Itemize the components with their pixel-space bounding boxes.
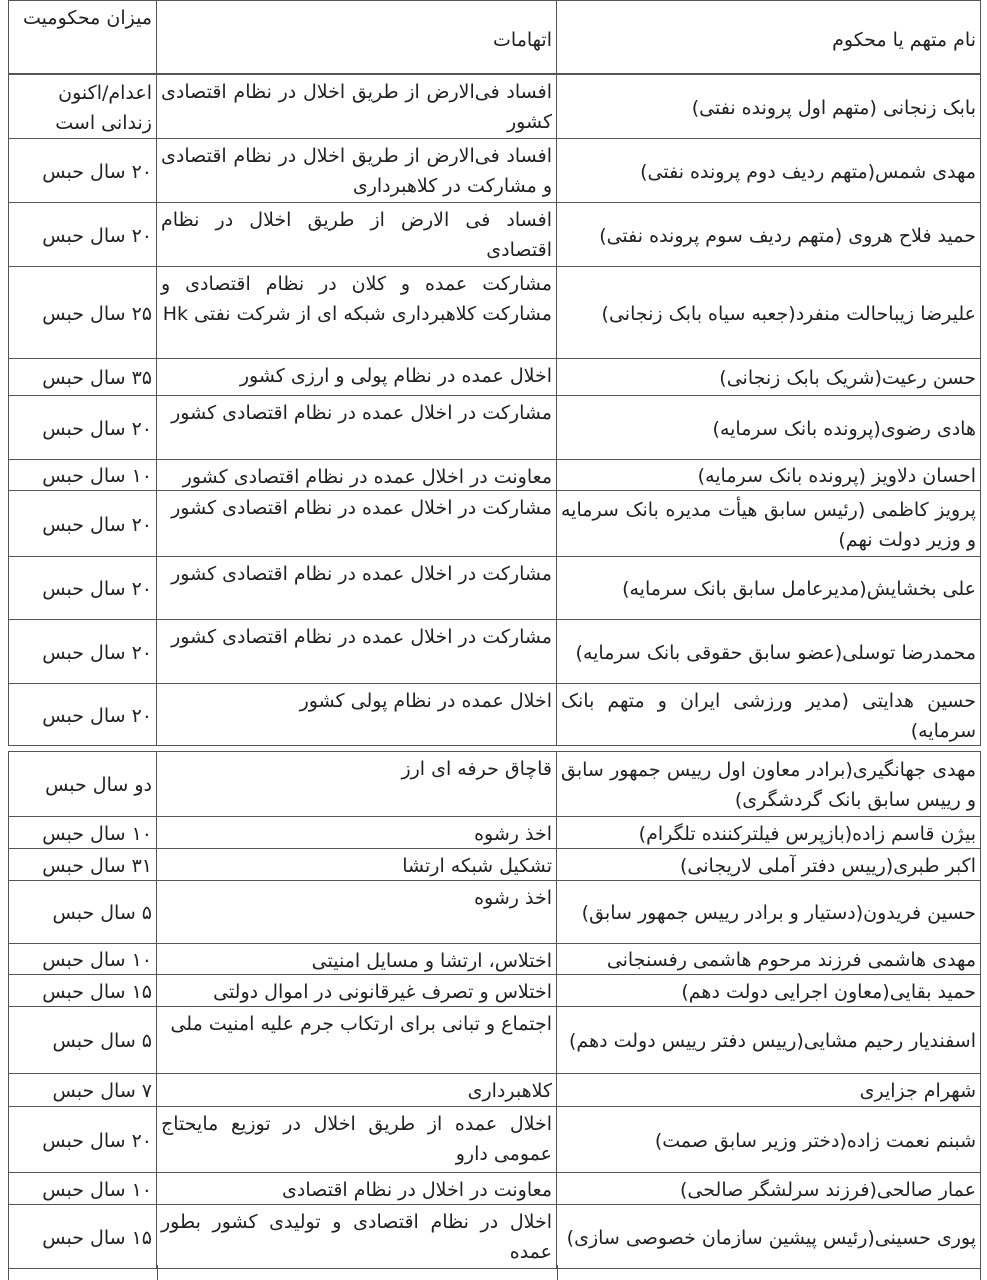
table-edge-continuation <box>8 1265 981 1280</box>
sentence-cell-text: دو سال حبس <box>45 774 152 796</box>
name-cell <box>556 557 981 619</box>
sentence-cell-text: ۱۰ سال حبس <box>42 1178 152 1201</box>
table-row <box>8 1074 981 1107</box>
sentence-cell-text: ۵ سال حبس <box>52 1030 152 1052</box>
charges-cell <box>156 359 556 395</box>
name-cell-text: اسفندیار رحیم مشایی(رییس دفتر رییس دولت دهم) <box>569 1030 976 1052</box>
name-cell-text: علی بخشایش(مدیرعامل سابق بانک سرمایه) <box>622 578 976 600</box>
charges-cell <box>156 684 556 745</box>
charges-cell <box>156 817 556 848</box>
charges-cell-text: مشارکت عمده و کلان در نظام اقتصادی و مشارکت کلاهبرداری شبکه ای از شرکت نفتی Hk <box>161 273 552 325</box>
sentence-cell <box>8 75 156 138</box>
header-name-text: نام متهم یا محکوم <box>832 29 976 51</box>
name-cell <box>556 1074 981 1106</box>
table-row <box>8 1205 981 1269</box>
name-cell-text: حمید فلاح هروی (متهم ردیف سوم پرونده نفتی) <box>599 224 976 247</box>
sentence-cell-text: ۲۰ سال حبس <box>42 641 152 664</box>
name-cell <box>556 975 981 1006</box>
charges-cell-text: مشارکت در اخلال عمده در نظام اقتصادی کشور <box>171 563 552 585</box>
header-name <box>556 1 981 73</box>
sentence-cell-text: ۲۰ سال حبس <box>42 417 152 440</box>
name-cell <box>556 817 981 848</box>
name-cell <box>556 203 981 266</box>
sentence-cell <box>8 203 156 266</box>
sentence-cell-text: ۵ سال حبس <box>52 902 152 924</box>
charges-cell <box>156 557 556 619</box>
table-row <box>8 203 981 267</box>
name-cell <box>556 1173 981 1204</box>
sentence-cell-text: ۲۰ سال حبس <box>42 578 152 600</box>
sentence-cell-text: ۱۵ سال حبس <box>42 980 152 1003</box>
charges-cell-text: اختلاس و تصرف غیرقانونی در اموال دولتی <box>213 981 552 1003</box>
charges-cell-text: معاونت در اخلال در نظام اقتصادی <box>281 1179 552 1201</box>
sentence-cell-text: اعدام/اکنون زندانی است <box>55 81 152 134</box>
table-row <box>8 460 981 491</box>
sentence-cell <box>8 139 156 202</box>
charges-cell-text: اجتماع و تبانی برای ارتکاب جرم علیه امنیت ملی <box>170 1013 552 1035</box>
sentence-cell-text: ۱۰ سال حبس <box>42 465 152 487</box>
name-cell-text: پوری حسینی(رئیس پیشین سازمان خصوصی سازی) <box>566 1226 976 1249</box>
sentence-cell <box>8 1107 156 1172</box>
name-cell-text: حسین هدایتی (مدیر ورزشی ایران و متهم بانک سرمایه) <box>561 689 976 742</box>
sentence-cell <box>8 817 156 848</box>
name-cell-text: مهدی هاشمی فرزند مرحوم هاشمی رفسنجانی <box>606 949 976 971</box>
sentence-cell-text: ۲۰ سال حبس <box>42 513 152 536</box>
sentence-cell <box>8 557 156 619</box>
charges-cell-text: مشارکت در اخلال عمده در نظام اقتصادی کشور <box>171 497 552 519</box>
name-cell <box>556 359 981 395</box>
sentence-cell <box>8 1074 156 1106</box>
name-cell <box>556 1107 981 1172</box>
table-row <box>8 139 981 203</box>
name-cell-text: علیرضا زیباحالت منفرد(جعبه سیاه بابک زنجانی) <box>601 302 976 325</box>
charges-cell <box>156 396 556 459</box>
sentence-cell-text: ۱۰ سال حبس <box>42 949 152 971</box>
table-row <box>8 491 981 557</box>
table-row <box>8 751 981 817</box>
sentence-cell <box>8 684 156 745</box>
charges-cell <box>156 460 556 490</box>
sentence-cell <box>8 975 156 1006</box>
table-row <box>8 1107 981 1173</box>
charges-cell <box>156 849 556 880</box>
table-row <box>8 684 981 746</box>
table-row <box>8 944 981 975</box>
name-cell <box>556 396 981 459</box>
name-cell-text: حمید بقایی(معاون اجرایی دولت دهم) <box>681 980 976 1003</box>
sentence-cell-text: ۲۰ سال حبس <box>42 224 152 247</box>
sentence-cell-text: ۱۵ سال حبس <box>42 1226 152 1249</box>
sentence-cell-text: ۷ سال حبس <box>52 1080 152 1102</box>
charges-cell <box>156 620 556 683</box>
charges-cell-text: قاچاق حرفه ای ارز <box>401 758 552 780</box>
name-cell-text: شبنم نعمت زاده(دختر وزیر سابق صمت) <box>654 1129 976 1152</box>
charges-cell <box>156 975 556 1006</box>
charges-cell-text: کلاهبرداری <box>467 1080 552 1102</box>
sentence-cell <box>8 620 156 683</box>
sentence-cell-text: ۲۵ سال حبس <box>42 302 152 325</box>
sentence-cell <box>8 396 156 459</box>
name-cell <box>556 1205 981 1268</box>
charges-cell-text: اخلال در نظام اقتصادی و تولیدی کشور بطور عمده <box>161 1211 552 1263</box>
name-cell-text: عمار صالحی(فرزند سرلشگر صالحی) <box>680 1178 976 1201</box>
name-cell <box>556 752 981 816</box>
table-row <box>8 1007 981 1074</box>
sentences-table <box>8 0 981 746</box>
table-row <box>8 359 981 396</box>
charges-cell <box>156 1007 556 1073</box>
sentence-cell <box>8 1007 156 1073</box>
name-cell <box>556 620 981 683</box>
charges-cell-text: معاونت در اخلال عمده در نظام اقتصادی کشور <box>182 466 552 488</box>
table-row <box>8 881 981 944</box>
name-cell-text: شهرام جزایری <box>859 1080 976 1102</box>
sentence-cell <box>8 881 156 943</box>
sentence-cell <box>8 359 156 395</box>
header-charges-text: اتهامات <box>493 29 552 51</box>
charges-cell-text: اخذ رشوه <box>474 823 552 845</box>
charges-cell-text: اخذ رشوه <box>474 887 552 909</box>
name-cell-text: هادی رضوی(پرونده بانک سرمایه) <box>712 417 976 440</box>
table-body-part1 <box>8 74 981 746</box>
table-row <box>8 975 981 1007</box>
table-row <box>8 74 981 139</box>
name-cell <box>556 491 981 556</box>
table-row <box>8 1173 981 1205</box>
sentence-cell <box>8 491 156 556</box>
charges-cell-text: اخلال عمده از طریق اخلال در توزیع مایحتاج عمومی دارو <box>161 1113 552 1165</box>
charges-cell <box>156 267 556 358</box>
charges-cell-text: افساد فی الارض از طریق اخلال در نظام اقتصادی <box>161 209 552 261</box>
sentence-cell-text: ۳۱ سال حبس <box>42 854 152 877</box>
name-cell-text: اکبر طبری(رییس دفتر آملی لاریجانی) <box>680 854 976 877</box>
sentence-cell-text: ۱۰ سال حبس <box>42 822 152 845</box>
header-sentence-text: میزان محکومیت <box>23 7 152 29</box>
name-cell-text: پرویز کاظمی (رئیس سابق هیأت مدیره بانک سرمایه و وزیر دولت نهم) <box>561 498 976 551</box>
name-cell <box>556 267 981 358</box>
table-body-part2 <box>8 751 981 1269</box>
sentence-cell <box>8 944 156 974</box>
name-cell <box>556 1007 981 1073</box>
sentences-table-continued <box>8 751 981 1269</box>
table-row <box>8 267 981 359</box>
name-cell <box>556 944 981 974</box>
charges-cell-text: افساد فی‌الارض از طریق اخلال در نظام اقتصادی و مشارکت در کلاهبرداری <box>161 145 552 197</box>
sentence-cell <box>8 752 156 816</box>
charges-cell-text: افساد فی‌الارض از طریق اخلال در نظام اقتصادی کشور <box>161 81 552 133</box>
name-cell-text: مهدی شمس(متهم ردیف دوم پرونده نفتی) <box>640 160 976 183</box>
name-cell <box>556 684 981 745</box>
name-cell <box>556 881 981 943</box>
sentence-cell-text: ۳۵ سال حبس <box>42 367 152 389</box>
charges-cell <box>156 1107 556 1172</box>
name-cell-text: بابک زنجانی (متهم اول پرونده نفتی) <box>691 96 976 119</box>
charges-cell <box>156 139 556 202</box>
sentence-cell-text: ۲۰ سال حبس <box>42 1129 152 1152</box>
charges-cell-text: اختلاس، ارتشا و مسایل امنیتی <box>311 950 552 972</box>
charges-cell <box>156 1173 556 1204</box>
name-cell <box>556 75 981 138</box>
table-row <box>8 817 981 849</box>
charges-cell-text: اخلال عمده در نظام پولی و ارزی کشور <box>239 365 552 387</box>
name-cell <box>556 460 981 490</box>
charges-cell <box>156 491 556 556</box>
name-cell-text: بیژن قاسم زاده(بازپرس فیلترکننده تلگرام) <box>638 822 976 845</box>
charges-cell <box>156 203 556 266</box>
table-row <box>8 557 981 620</box>
charges-cell <box>156 881 556 943</box>
charges-cell-text: تشکیل شبکه ارتشا <box>402 855 552 877</box>
name-cell <box>556 849 981 880</box>
charges-cell-text: مشارکت در اخلال عمده در نظام اقتصادی کشور <box>171 626 552 648</box>
sentence-cell <box>8 1205 156 1268</box>
charges-cell <box>156 1205 556 1268</box>
table-row <box>8 396 981 460</box>
charges-cell <box>156 752 556 816</box>
table-row <box>8 849 981 881</box>
sentence-cell <box>8 849 156 880</box>
name-cell-text: مهدی جهانگیری(برادر معاون اول رییس جمهور سابق و رییس سابق بانک گردشگری) <box>561 759 976 811</box>
table-row <box>8 620 981 684</box>
header-charges <box>156 1 556 73</box>
name-cell-text: حسین فریدون(دستیار و برادر رییس جمهور سابق) <box>581 902 976 924</box>
sentence-cell <box>8 1173 156 1204</box>
charges-cell <box>156 75 556 138</box>
name-cell-text: احسان دلاویز (پرونده بانک سرمایه) <box>697 465 976 487</box>
charges-cell <box>156 944 556 974</box>
sentence-cell <box>8 460 156 490</box>
name-cell-text: محمدرضا توسلی(عضو سابق حقوقی بانک سرمایه) <box>575 641 976 664</box>
sentence-cell-text: ۲۰ سال حبس <box>42 704 152 727</box>
sentence-cell-text: ۲۰ سال حبس <box>42 160 152 183</box>
name-cell <box>556 139 981 202</box>
charges-cell <box>156 1074 556 1106</box>
table-header-row <box>8 0 981 74</box>
sentence-cell <box>8 267 156 358</box>
name-cell-text: حسن رعیت(شریک بابک زنجانی) <box>719 367 976 389</box>
header-sentence <box>8 1 156 73</box>
charges-cell-text: اخلال عمده در نظام پولی کشور <box>299 690 552 712</box>
charges-cell-text: مشارکت در اخلال عمده در نظام اقتصادی کشور <box>171 402 552 424</box>
